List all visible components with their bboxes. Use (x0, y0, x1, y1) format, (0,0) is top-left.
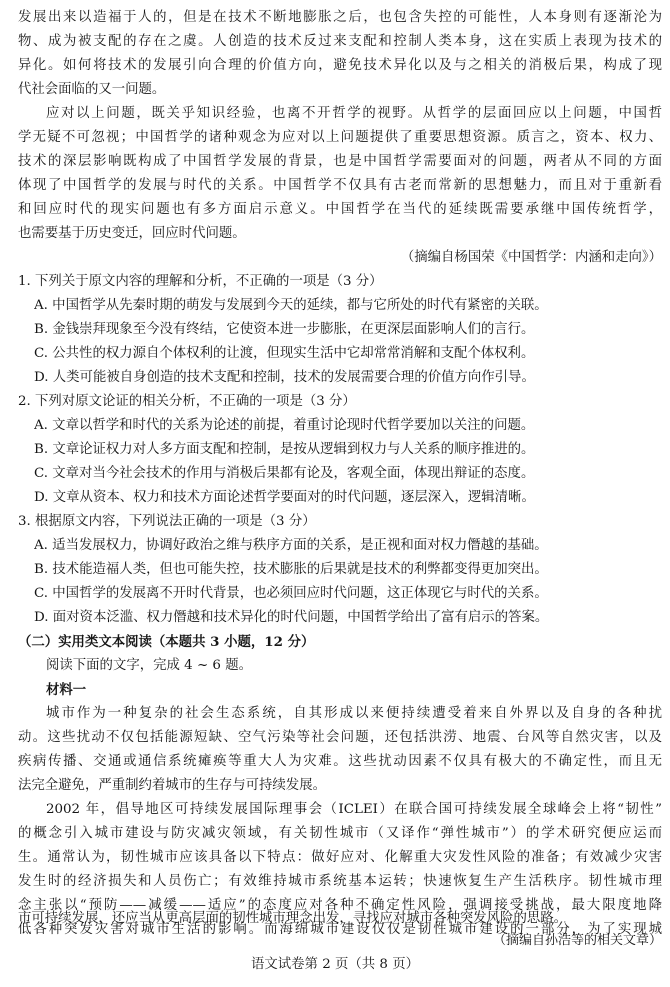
material-line: 低各种突发灾害对城市生活的影响。而海绵城市建设仅仅是韧性城市建设的一部分，为了实现城 (18, 922, 662, 937)
passage-line: 异化。如何将技术的发展引向合理的价值方向，避免技术异化以及与之相关的消极后果，构成了现 (18, 58, 662, 73)
passage-source: （摘编自杨国荣《中国哲学：内涵和走向》） (400, 250, 662, 265)
material-line: 发生时的经济损失和人员伤亡；有效维持城市系统基本运转；快速恢复生产生活秩序。韧性城市理 (18, 874, 662, 889)
passage-line: 也需要基于历史变迁，回应时代问题。 (18, 226, 246, 241)
question-2-option-d: D. 文章从资本、权力和技术方面论述哲学要面对的时代问题，逐层深入，逻辑清晰。 (34, 490, 535, 505)
material-line: 市可持续发展，还应当从更高层面的韧性城市理念出发，寻找应对城市各种突发风险的思路。 (18, 911, 568, 926)
passage-line: 发展出来以造福于人的，但是在技术不断地膨胀之后，也包含失控的可能性，人本身则有逐渐沦为 (18, 10, 662, 25)
passage-line: 应对以上问题，既关乎知识经验，也离不开哲学的视野。从哲学的层面回应以上问题，中国哲 (46, 106, 662, 121)
page-footer: 语文试卷第 2 页（共 8 页） (251, 957, 419, 972)
question-3-option-c: C. 中国哲学的发展离不开时代背景，也必须回应时代问题，这正体现它与时代的关系。 (34, 586, 548, 601)
material-line: 2002 年，倡导地区可持续发展国际理事会（ICLEI）在联合国可持续发展全球峰会上将“韧性” (46, 802, 662, 817)
question-3-option-a: A. 适当发展权力，协调好政治之维与秩序方面的关系，是正视和面对权力僭越的基础。 (34, 538, 548, 553)
material-title: 材料一 (46, 682, 87, 698)
material-line: 疾病传播、交通或通信系统瘫痪等重大人为灾难。这些扰动因素不仅具有极大的不确定性，而且无 (18, 754, 662, 769)
question-1-option-c: C. 公共性的权力源自个体权利的让渡，但现实生活中它却常常消解和支配个体权利。 (34, 346, 535, 361)
passage-line: 物、成为被支配的存在之虞。人创造的技术反过来支配和控制人类本身，这在实质上表现为技术的 (18, 34, 662, 49)
material-line: 法完全避免，严重制约着城市的生存与可持续发展。 (18, 778, 326, 793)
passage-line: 和回应时代的现实问题也有多方面启示意义。中国哲学在当代的延续既需要承继中国传统哲学， (18, 202, 662, 217)
question-3-option-d: D. 面对资本泛滥、权力僭越和技术异化的时代问题，中国哲学给出了富有启示的答案。 (34, 610, 549, 625)
section-heading: （二）实用类文本阅读（本题共 3 小题，12 分） (18, 634, 315, 650)
passage-line: 体现了中国哲学的发展与时代的关系。中国哲学不仅具有古老而常新的思想魅力，而且对于重新看 (18, 178, 662, 193)
question-1-option-b: B. 金钱崇拜现象至今没有终结，它使资本进一步膨胀，在更深层面影响人们的言行。 (34, 322, 535, 337)
material-source: （摘编自孙浩等的相关文章） (492, 933, 662, 948)
question-3-option-b: B. 技术能造福人类，但也可能失控，技术膨胀的后果就是技术的利弊都变得更加突出。 (34, 562, 548, 577)
passage-line: 代社会面临的又一问题。 (18, 82, 166, 97)
question-2-option-c: C. 文章对当今社会技术的作用与消极后果都有论及，客观全面，体现出辩证的态度。 (34, 466, 535, 481)
question-2-option-a: A. 文章以哲学和时代的关系为论述的前提，着重讨论现时代哲学要加以关注的问题。 (34, 418, 535, 433)
material-line: 动。这些扰动不仅包括能源短缺、空气污染等社会问题，还包括洪涝、地震、台风等自然灾害，以及 (18, 730, 662, 745)
material-line: 城市作为一种复杂的社会生态系统，自其形成以来便持续遭受着来自外界以及自身的各种扰 (46, 706, 662, 721)
material-line: 念主张以“预防——减缓——适应”的态度应对各种不确定性风险，强调接受挑战，最大限度地降 (18, 898, 662, 913)
passage-line: 技术的深层影响既构成了中国哲学发展的背景，也是中国哲学需要面对的问题，两者从不同的方面 (18, 154, 662, 169)
question-2-option-b: B. 文章论证权力对人多方面支配和控制，是按从逻辑到权力与人关系的顺序推进的。 (34, 442, 535, 457)
material-last-line-and-source (18, 908, 662, 930)
material-line: 生。通常认为，韧性城市应该具备以下特点：做好应对、化解重大灾发性风险的准备；有效减少灾害 (18, 850, 662, 865)
material-line: 的概念引入城市建设与防灾减灾领域，有关韧性城市（又译作“弹性城市”）的学术研究便应运而 (18, 826, 662, 841)
question-stem-1: 1. 下列关于原文内容的理解和分析，不正确的一项是（3 分） (18, 274, 383, 289)
question-1-option-d: D. 人类可能被自身创造的技术支配和控制，技术的发展需要合理的价值方向作引导。 (34, 370, 535, 385)
question-stem-2: 2. 下列对原文论证的相关分析，不正确的一项是（3 分） (18, 394, 356, 409)
question-stem-3: 3. 根据原文内容，下列说法正确的一项是（3 分） (18, 514, 316, 529)
section-instruction: 阅读下面的文字，完成 4 ~ 6 题。 (46, 658, 252, 673)
question-1-option-a: A. 中国哲学从先秦时期的萌发与发展到今天的延续，都与它所处的时代有紧密的关联。 (34, 298, 548, 313)
passage-line: 学无疑不可忽视；中国哲学的诸种观念为应对以上问题提供了重要思想资源。质言之，资本、权力、 (18, 130, 662, 145)
